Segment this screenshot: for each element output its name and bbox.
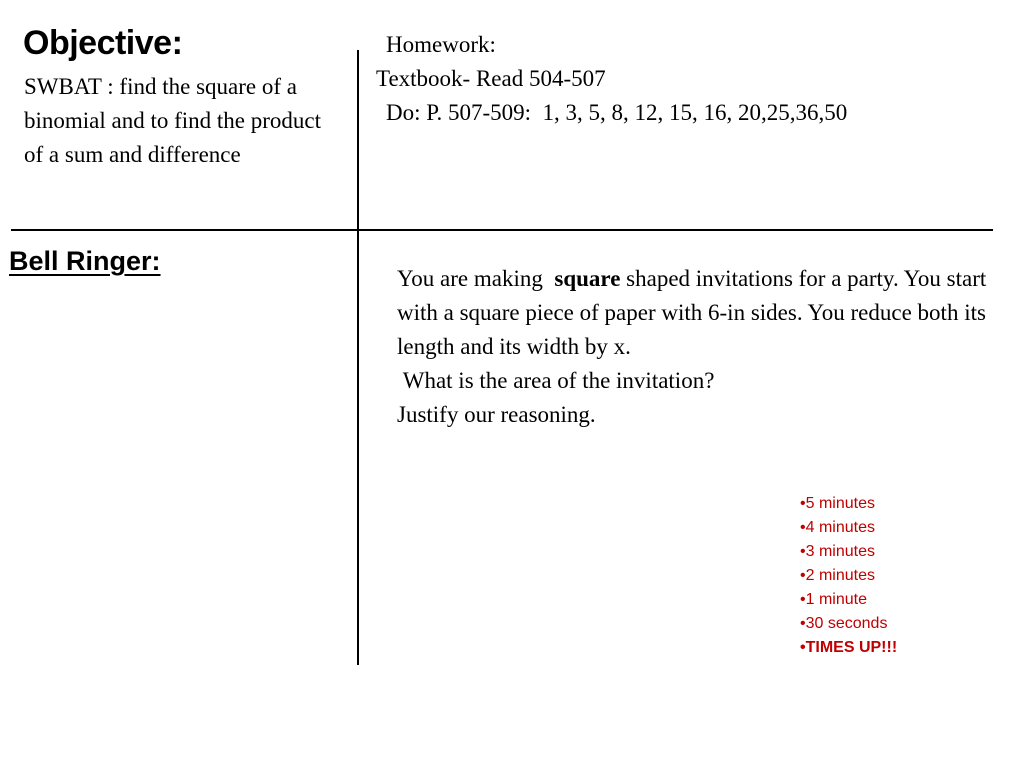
problem-question: What is the area of the invitation? xyxy=(397,368,715,393)
countdown-item: • 4 minutes xyxy=(800,516,897,540)
objective-text: SWBAT : find the square of a binomial and to find the product of a sum and difference xyxy=(24,74,322,167)
bell-ringer-problem xyxy=(397,262,992,432)
objective-title: Objective: xyxy=(23,24,183,62)
problem-text-start: You are making xyxy=(397,266,555,291)
problem-text-end: shaped invitations for a party. You start with a square piece of paper with 6-in sides. You reduce both its length and its width by x. xyxy=(397,266,992,359)
countdown-item: • 5 minutes xyxy=(800,492,897,516)
countdown-list xyxy=(800,492,897,660)
homework-reading: Textbook- Read 504-507 xyxy=(376,66,606,91)
horizontal-divider xyxy=(11,229,993,231)
countdown-item: • 2 minutes xyxy=(800,564,897,588)
homework-title: Homework: xyxy=(386,32,496,57)
countdown-item-final: • TIMES UP!!! xyxy=(800,636,897,660)
bell-ringer-title: Bell Ringer: xyxy=(9,246,161,276)
homework-problems: Do: P. 507-509: 1, 3, 5, 8, 12, 15, 16, 20,25,36,50 xyxy=(386,100,848,125)
countdown-item: • 1 minute xyxy=(800,588,897,612)
vertical-divider xyxy=(357,50,359,665)
problem-emphasis: square xyxy=(554,266,621,291)
countdown-item: • 30 seconds xyxy=(800,612,897,636)
problem-justify: Justify our reasoning. xyxy=(397,402,596,427)
problem-statement xyxy=(397,262,992,364)
countdown-item: • 3 minutes xyxy=(800,540,897,564)
